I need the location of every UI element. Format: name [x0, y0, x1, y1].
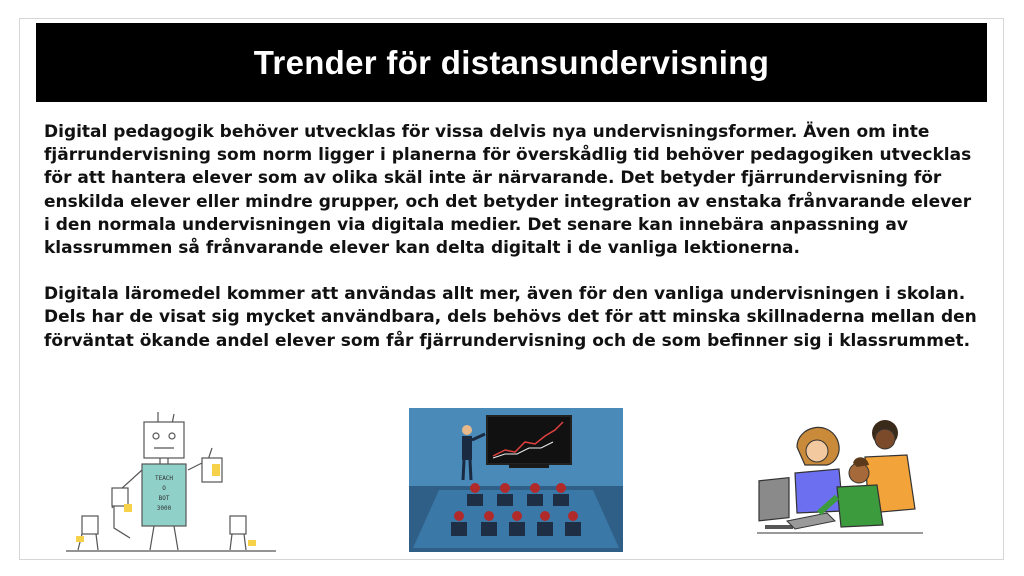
- people-computer-illustration: [757, 413, 923, 539]
- slide-title: Trender för distansundervisning: [253, 43, 770, 81]
- paragraph-2: Digitala läromedel kommer att användas allt mer, även för den vanliga undervisningen i skolan. Dels har de visat sig mycket användbara, dels behövs det för att minska skillnaderna mellan den förväntat ökande andel elever som får fjärrundervisning och de som befinner sig i klassrummet.: [44, 284, 977, 351]
- robot-illustration: [62, 408, 280, 556]
- paragraph-1: Digital pedagogik behöver utvecklas för vissa delvis nya undervisningsformer. Även om inte fjärrundervisning som norm ligger i planerna för överskådlig tid behöver pedagogiken utvecklas för att hantera elever som av olika skäl inte är närvarande. Det betyder fjärrundervisning för enskilda elever eller mindre grupper, och det betyder integration av enstaka frånvarande elever i den normala undervisningen via digitala medier. Det senare kan innebära anpassning av klassrummen så frånvarande elever kan delta digitalt i de vanliga lektionerna.: [44, 122, 972, 259]
- classroom-illustration: [409, 408, 623, 552]
- robot-sign-line-1: TEACH: [154, 475, 174, 482]
- robot-sign-line-3: BOT: [158, 495, 170, 502]
- robot-sign-line-4: 3000: [156, 505, 172, 512]
- robot-sign-line-2: O: [162, 485, 166, 492]
- body-text: [44, 121, 979, 353]
- title-bar: [36, 23, 987, 102]
